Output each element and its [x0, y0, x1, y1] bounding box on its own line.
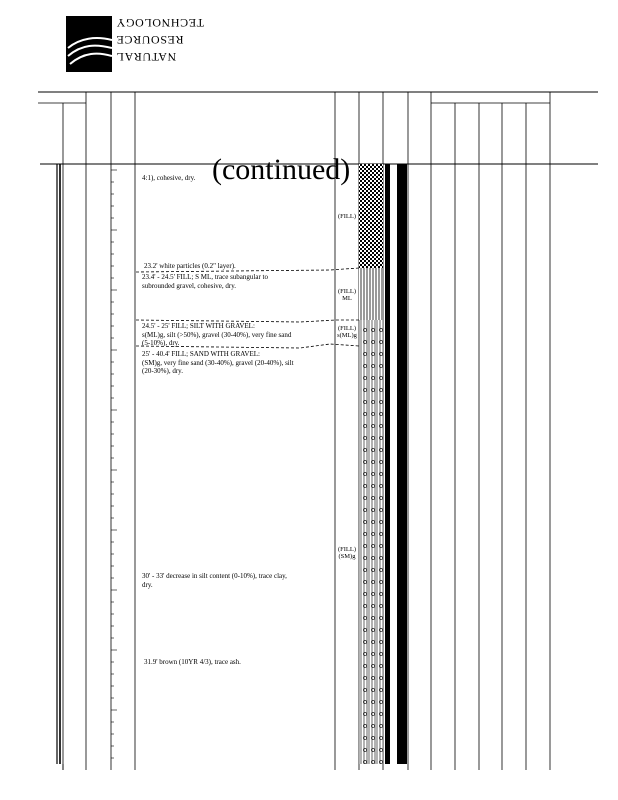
description-entry: 24.5' - 25' FILL; SILT WITH GRAVEL: s(ML)g, silt (>50%), gravel (30-40%), very fine sand (5-10%), dry. [142, 322, 292, 347]
fill-pattern-ml [359, 268, 383, 320]
uscs-label: (FILL) s(ML)g [337, 325, 357, 339]
uscs-label: (FILL) (SM)g [337, 546, 357, 560]
logo-text-natural: NATURAL [116, 50, 177, 64]
description-entry: 23.4' - 24.5' FILL; S ML, trace subangular to subrounded gravel, cohesive, dry. [142, 273, 268, 290]
fill-pattern-silt-gravel [359, 320, 383, 346]
continued-label: (continued) [212, 153, 351, 186]
fill-pattern-cohesive [359, 164, 383, 268]
description-entry: 25' - 40.4' FILL; SAND WITH GRAVEL: (SM)g, very fine sand (30-40%), gravel (20-40%), silt (20-30%), dry. [142, 350, 294, 375]
logo-text-technology: TECHNOLOGY [116, 16, 204, 30]
logo-text-resource: RESOURCE [116, 33, 184, 47]
depth-scale-ticks [111, 170, 117, 758]
description-entry: 30' - 33' decrease in silt content (0-10%), trace clay, dry. [142, 572, 287, 589]
uscs-label: (FILL) ML [337, 288, 357, 302]
description-entry: 4:1), cohesive, dry. [142, 174, 196, 182]
uscs-label: (FILL) [337, 213, 357, 220]
fill-pattern-sand-gravel [359, 346, 383, 764]
description-entry: 31.9' brown (10YR 4/3), trace ash. [144, 658, 241, 666]
description-entry: 23.2' white particles (0.2" layer). [144, 262, 236, 270]
